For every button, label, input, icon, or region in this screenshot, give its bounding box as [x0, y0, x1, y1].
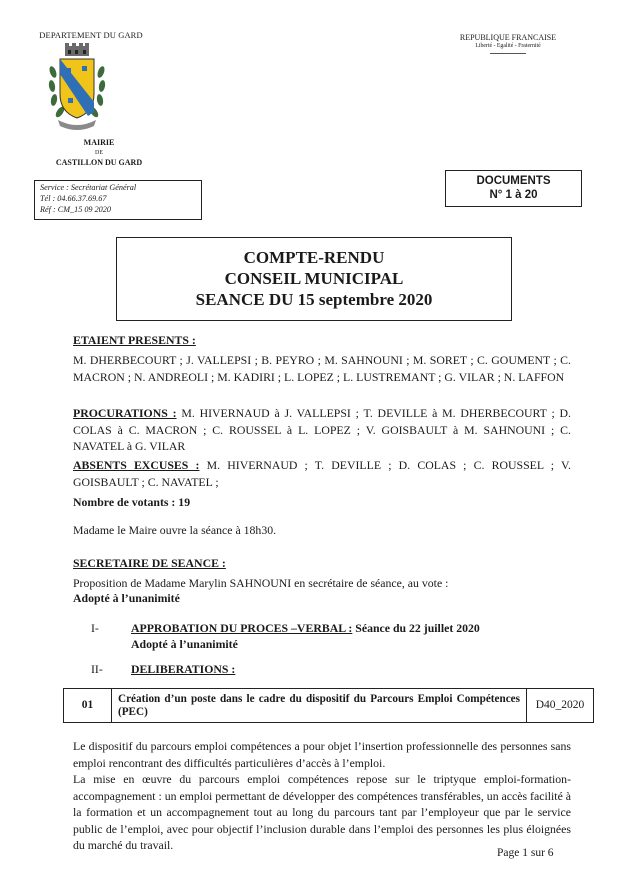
presents-heading: ETAIENT PRESENTS :	[73, 333, 196, 347]
de-label: DE	[95, 150, 103, 156]
reference-line: Réf : CM_15 09 2020	[40, 205, 111, 214]
secretary-heading: SECRETAIRE DE SEANCE :	[73, 556, 226, 570]
procurations-block	[73, 405, 571, 455]
absents-block	[73, 457, 571, 490]
coat-of-arms-logo	[48, 42, 106, 134]
commune-name: CASTILLON DU GARD	[55, 158, 143, 167]
title-line-1: COMPTE-RENDU	[243, 248, 385, 267]
section-2-heading: DELIBERATIONS :	[131, 662, 236, 676]
mairie-label: MAIRIE	[83, 138, 115, 147]
section-1-heading: APPROBATION DU PROCES –VERBAL :	[131, 621, 353, 635]
deliberation-number: 01	[64, 689, 112, 722]
mairie-block	[44, 138, 154, 168]
documents-range: N° 1 à 20	[489, 189, 538, 201]
republic-name: REPUBLIQUE FRANCAISE	[459, 33, 557, 42]
service-box	[34, 180, 202, 220]
votants-count: Nombre de votants : 19	[73, 495, 191, 509]
page-number: Page 1 sur 6	[497, 847, 554, 859]
secretary-result: Adopté à l’unanimité	[73, 591, 180, 605]
deliberation-reference: D40_2020	[535, 699, 585, 711]
ribbon-icon	[58, 120, 96, 130]
title-box	[116, 237, 512, 321]
opening-statement: Madame le Maire ouvre la séance à 18h30.	[73, 523, 277, 537]
department-name: DEPARTEMENT DU GARD	[39, 30, 143, 40]
mural-crown-icon	[65, 43, 89, 56]
section-1-result: Adopté à l’unanimité	[131, 637, 238, 651]
deliberation-title: Création d’un poste dans le cadre du dispositif du Parcours Emploi Compétences (PEC)	[112, 689, 527, 722]
section-1-detail: Séance du 22 juillet 2020	[352, 621, 480, 635]
presents-list: M. DHERBECOURT ; J. VALLEPSI ; B. PEYRO ; M. SAHNOUNI ; M. SORET ; C. GOUMENT ; C. MACRON ; N. ANDREOLI ; M. KADIRI ; L. LOPEZ ; L. LUSTREMANT ; G. VILAR ; N. LAFFON	[73, 353, 571, 384]
divider	[490, 53, 526, 54]
republic-motto: Liberté - Egalité - Fraternité	[475, 43, 541, 49]
absents-list: M. HIVERNAUD ; T. DEVILLE ; D. COLAS ; C. ROUSSEL ; V. GOISBAULT ; C. NAVATEL ;	[73, 458, 571, 489]
service-line: Service : Secrétariat Général	[40, 183, 137, 192]
procurations-heading: PROCURATIONS :	[73, 406, 177, 420]
procurations-list: M. HIVERNAUD à J. VALLEPSI ; T. DEVILLE à M. DHERBECOURT ; D. COLAS à C. MACRON ; C. ROUSSEL à L. LOPEZ ; V. GOISBAULT à M. SAHNOUNI ; C. NAVATEL à G. VILAR	[73, 406, 571, 453]
section-1-title	[131, 620, 571, 637]
documents-label: DOCUMENTS	[476, 175, 551, 187]
paragraph-1: Le dispositif du parcours emploi compétences a pour objet l’insertion professionnelle des personnes sans emploi rencontrant des difficultés particulières d’accès à l’emploi.	[73, 739, 571, 770]
section-1-numeral: I-	[91, 621, 99, 635]
paragraph-2: La mise en œuvre du parcours emploi compétences repose sur le triptyque emploi-formation-accompagnement : un emploi permettant de développer des compétences transférables, un accès facilité à la formation et un accompagnement tout au long du parcours tant par l’employeur que par le service public de l’emploi, avec pour objectif l’inclusion durable dans l’emploi des personnes les plus éloignées du marché du travail.	[73, 772, 571, 852]
shield-icon	[60, 59, 94, 118]
title-line-2: CONSEIL MUNICIPAL	[224, 269, 404, 288]
title-line-3: SEANCE DU 15 septembre 2020	[195, 290, 433, 309]
documents-box	[445, 170, 582, 207]
secretary-proposal: Proposition de Madame Marylin SAHNOUNI en secrétaire de séance, au vote :	[73, 576, 449, 590]
phone-line: Tél : 04.66.37.69.67	[40, 194, 107, 203]
absents-heading: ABSENTS EXCUSES :	[73, 458, 200, 472]
deliberation-row	[63, 688, 594, 723]
section-2-numeral: II-	[91, 662, 103, 676]
